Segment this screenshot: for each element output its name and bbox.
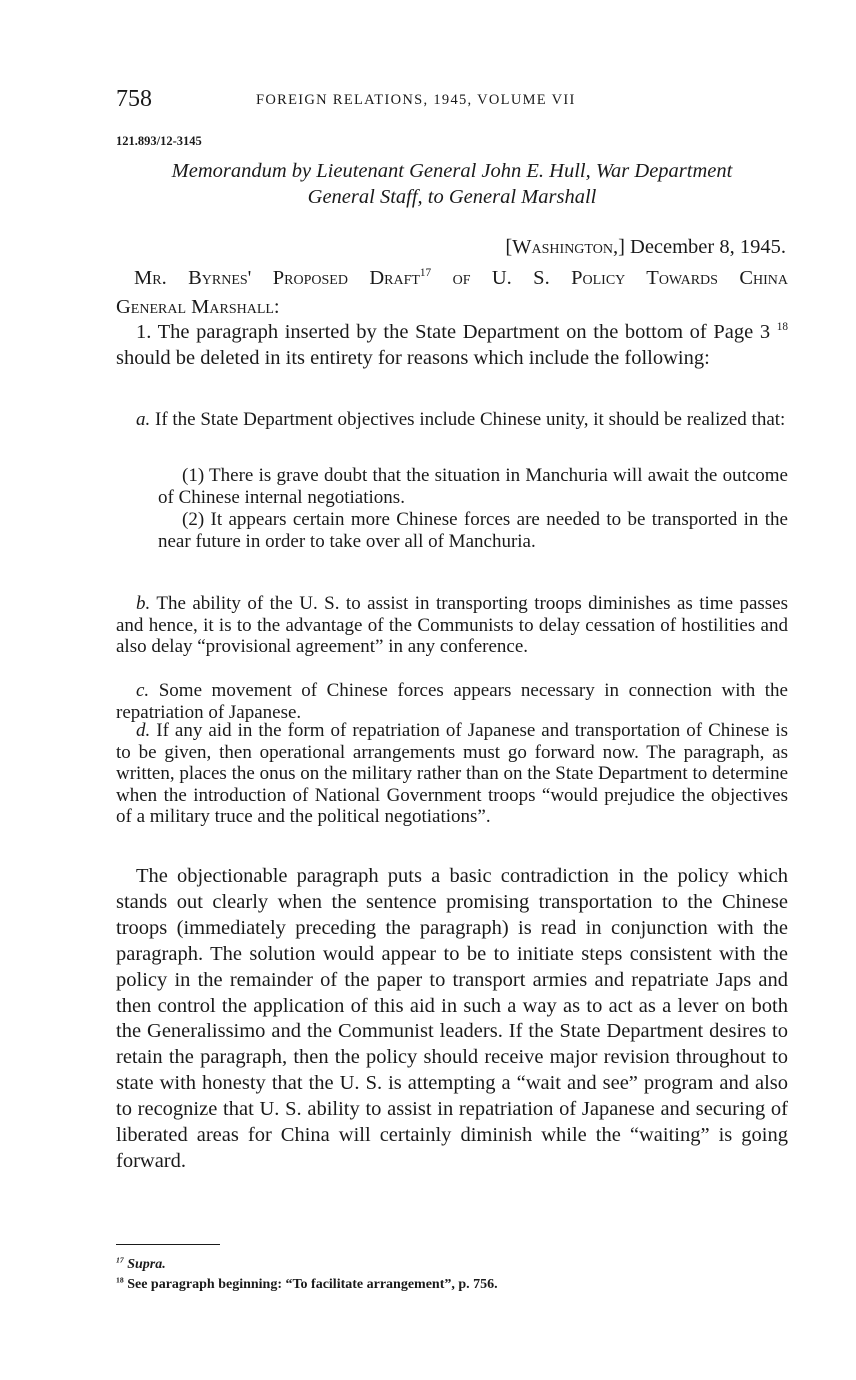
footnote-ref-18: 18 bbox=[776, 321, 788, 334]
footnote-18-text: See paragraph beginning: “To facilitate arrangement”, p. 756. bbox=[123, 1277, 498, 1292]
item-a bbox=[116, 409, 788, 431]
page-number: 758 bbox=[116, 86, 152, 112]
file-number: 121.893/12-3145 bbox=[116, 134, 202, 148]
dateline-place: Washington bbox=[512, 236, 613, 258]
item-c-text: Some movement of Chinese forces appears necessary in connection with the repatriation of Japanese. bbox=[116, 680, 788, 723]
dateline-date: December 8, 1945. bbox=[624, 236, 786, 258]
title-line-1: Memorandum by Lieutenant General John E. Hull, War Department bbox=[171, 160, 733, 182]
paragraph-1 bbox=[116, 320, 788, 371]
item-d-label: d. bbox=[136, 720, 151, 741]
item-b-text: The ability of the U. S. to assist in transporting troops diminishes as time passes and hence, it is to the advantage of the Communists to delay cessation of hostilities and also delay “provisional agreement” in any conference. bbox=[116, 593, 788, 657]
document-title bbox=[116, 158, 788, 210]
paragraph-1-text-b: should be deleted in its entirety for reasons which include the following: bbox=[116, 346, 710, 369]
footnote-divider bbox=[116, 1244, 220, 1245]
footnote-17-text: Supra. bbox=[123, 1257, 166, 1272]
subject-part-2: of U. S. Policy Towards China bbox=[431, 267, 788, 289]
subject-line bbox=[134, 267, 788, 290]
item-a-label: a. bbox=[136, 409, 151, 430]
item-a-text: If the State Department objectives include Chinese unity, it should be realized that: bbox=[150, 409, 786, 430]
salutation: General Marshall: bbox=[116, 296, 280, 318]
dateline-open-bracket: [ bbox=[505, 236, 513, 258]
dateline-close-bracket: ,] bbox=[612, 236, 625, 258]
footnote-18-number: 18 bbox=[116, 1275, 124, 1285]
subject-part-1: Mr. Byrnes' Proposed Draft bbox=[134, 267, 420, 289]
running-head: FOREIGN RELATIONS, 1945, VOLUME VII bbox=[256, 92, 576, 108]
dateline bbox=[116, 236, 786, 259]
page-header bbox=[116, 86, 788, 116]
paragraph-1-text-a: 1. The paragraph inserted by the State Department on the bottom of Page 3 bbox=[136, 321, 777, 343]
footnote-ref-17: 17 bbox=[419, 267, 432, 280]
item-c bbox=[116, 680, 788, 723]
item-b bbox=[116, 593, 788, 658]
footnote-17-number: 17 bbox=[116, 1255, 124, 1265]
item-d-text: If any aid in the form of repatriation of Japanese and transportation of Chinese is to be given, then operational arrangements must go forward now. The paragraph, as written, places the onus on the military rather than on the State Department to determine when the introduction of National Government troops “would prejudice the objectives of a military truce and the political negotiations”. bbox=[116, 720, 788, 827]
closing-paragraph: The objectionable paragraph puts a basic contradiction in the policy which stands out clearly when the sentence promising transportation to the Chinese troops (immediately preceding the paragraph) is read in conjunction with the paragraph. The solution would appear to be to initiate steps consistent with the policy in the remainder of the paper to transport armies and repatriate Japs and then control the application of this aid in such a way as to act as a lever on both the Generalissimo and the Communist leaders. If the State Department desires to retain the paragraph, then the policy should receive major revision throughout to state with honesty that the U. S. is attempting a “wait and see” program and also to recognize that U. S. ability to assist in repatriation of Japanese and securing of liberated areas for China will certainly diminish while the “waiting” is going forward. bbox=[116, 865, 788, 1172]
footnote-17 bbox=[116, 1256, 166, 1274]
item-a-1: (1) There is grave doubt that the situation in Manchuria will await the outcome of Chinese internal negotiations. bbox=[158, 465, 788, 508]
item-a-2: (2) It appears certain more Chinese forces are needed to be transported in the near future in order to take over all of Manchuria. bbox=[158, 509, 788, 552]
footnote-18 bbox=[116, 1276, 498, 1294]
item-b-label: b. bbox=[136, 593, 151, 614]
title-line-2: General Staff, to General Marshall bbox=[307, 186, 597, 208]
item-d bbox=[116, 720, 788, 828]
item-c-label: c. bbox=[136, 680, 150, 701]
